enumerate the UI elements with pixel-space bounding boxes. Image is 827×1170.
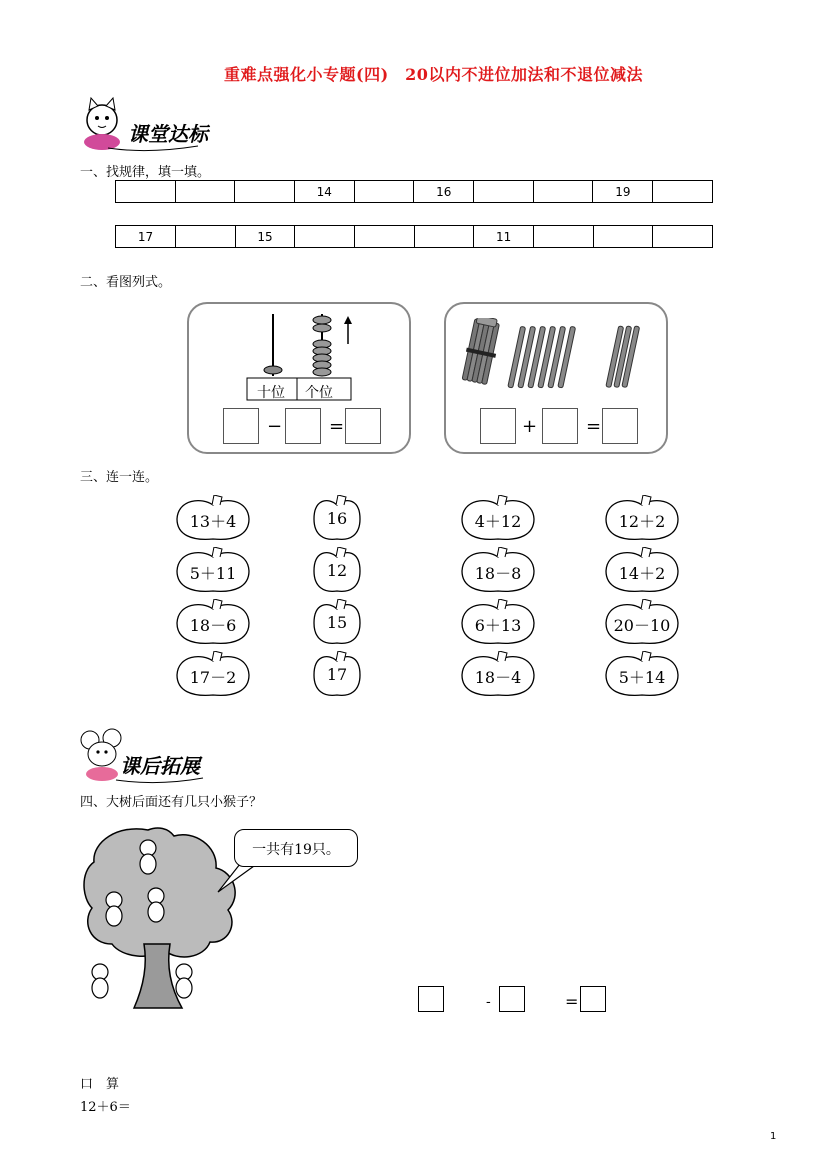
apple-label: 20－10	[613, 616, 671, 635]
plus-sign: +	[522, 416, 538, 437]
question-2-label: 二、看图列式。	[80, 275, 172, 290]
apple-label: 4＋12	[474, 512, 522, 531]
section-logo-class-practice	[78, 96, 228, 156]
minus-sign: −	[267, 416, 283, 437]
sequence-cell[interactable]	[355, 226, 415, 248]
equals-sign: =	[329, 416, 345, 437]
sequence-cell[interactable]	[116, 181, 176, 203]
apple-card[interactable]	[174, 651, 252, 699]
sequence-cell: 19	[593, 181, 653, 203]
sequence-cell: 16	[414, 181, 474, 203]
section-logo-text: 课后拓展	[120, 754, 200, 778]
sticks-panel	[444, 302, 668, 454]
sequence-cell[interactable]	[534, 226, 594, 248]
answer-box[interactable]	[418, 986, 444, 1012]
sequence-cell[interactable]	[474, 181, 534, 203]
apple-card[interactable]	[459, 547, 537, 595]
answer-box[interactable]	[499, 986, 525, 1012]
equals-sign: =	[565, 992, 579, 1011]
sequence-cell[interactable]	[175, 181, 235, 203]
apple-card[interactable]	[312, 599, 362, 647]
answer-box[interactable]	[285, 408, 321, 444]
apple-label: 16	[326, 509, 348, 528]
oral-calc-heading: 口 算	[80, 1077, 120, 1092]
apple-label: 6＋13	[474, 616, 522, 635]
apple-label: 5＋11	[189, 564, 237, 583]
apple-label: 12＋2	[618, 512, 666, 531]
question-1-label: 一、找规律，填一填。	[80, 165, 211, 180]
section-logo-text: 课堂达标	[128, 122, 208, 146]
apple-card[interactable]	[312, 651, 362, 699]
answer-box[interactable]	[542, 408, 578, 444]
apple-label: 15	[326, 613, 348, 632]
sequence-cell[interactable]	[533, 181, 593, 203]
apple-card[interactable]	[459, 651, 537, 699]
answer-box[interactable]	[480, 408, 516, 444]
apple-label: 14＋2	[618, 564, 666, 583]
sequence-cell[interactable]	[295, 226, 355, 248]
sequence-cell: 15	[235, 226, 295, 248]
sequence-cell: 11	[474, 226, 534, 248]
counting-sticks-illustration	[456, 318, 656, 408]
sequence-table-1	[115, 180, 713, 203]
apple-label: 5＋14	[618, 668, 666, 687]
speech-text: 一共有19只。	[252, 842, 340, 858]
answer-box[interactable]	[223, 408, 259, 444]
question-4-label: 四、大树后面还有几只小猴子？	[80, 795, 263, 810]
sequence-cell[interactable]	[653, 181, 713, 203]
apple-card[interactable]	[174, 495, 252, 543]
apple-card[interactable]	[603, 495, 681, 543]
sequence-table-2	[115, 225, 713, 248]
tens-place-label: 十位	[257, 385, 285, 401]
apple-label: 18－4	[474, 668, 522, 687]
apple-card[interactable]	[459, 599, 537, 647]
ones-place-label: 个位	[305, 385, 333, 401]
apple-card[interactable]	[312, 495, 362, 543]
apple-card[interactable]	[603, 651, 681, 699]
sequence-cell[interactable]	[414, 226, 474, 248]
apple-label: 18－8	[474, 564, 522, 583]
section-logo-after-class	[78, 726, 228, 786]
answer-box[interactable]	[345, 408, 381, 444]
sequence-cell[interactable]	[235, 181, 295, 203]
apple-label: 17－2	[189, 668, 237, 687]
oral-calc-item: 12＋6＝	[80, 1100, 131, 1115]
apple-card[interactable]	[174, 599, 252, 647]
answer-box[interactable]	[580, 986, 606, 1012]
sequence-cell: 14	[294, 181, 354, 203]
speech-bubble	[234, 829, 358, 867]
apple-card[interactable]	[174, 547, 252, 595]
apple-label: 12	[326, 561, 348, 580]
apple-label: 18－6	[189, 616, 237, 635]
apple-card[interactable]	[459, 495, 537, 543]
page-title: 重难点强化小专题(四) 20以内不进位加法和不退位减法	[224, 65, 643, 84]
equals-sign: =	[586, 416, 602, 437]
apple-label: 13＋4	[189, 512, 237, 531]
question-3-label: 三、连一连。	[80, 470, 159, 485]
apple-label: 17	[326, 665, 348, 684]
apple-card[interactable]	[603, 547, 681, 595]
abacus-panel	[187, 302, 411, 454]
apple-card[interactable]	[312, 547, 362, 595]
answer-box[interactable]	[602, 408, 638, 444]
sequence-cell[interactable]	[354, 181, 414, 203]
sequence-cell[interactable]	[653, 226, 713, 248]
minus-sign: -	[486, 994, 491, 1010]
apple-card[interactable]	[603, 599, 681, 647]
sequence-cell: 17	[116, 226, 176, 248]
sequence-cell[interactable]	[175, 226, 235, 248]
page-number: 1	[770, 1131, 777, 1142]
sequence-cell[interactable]	[593, 226, 653, 248]
